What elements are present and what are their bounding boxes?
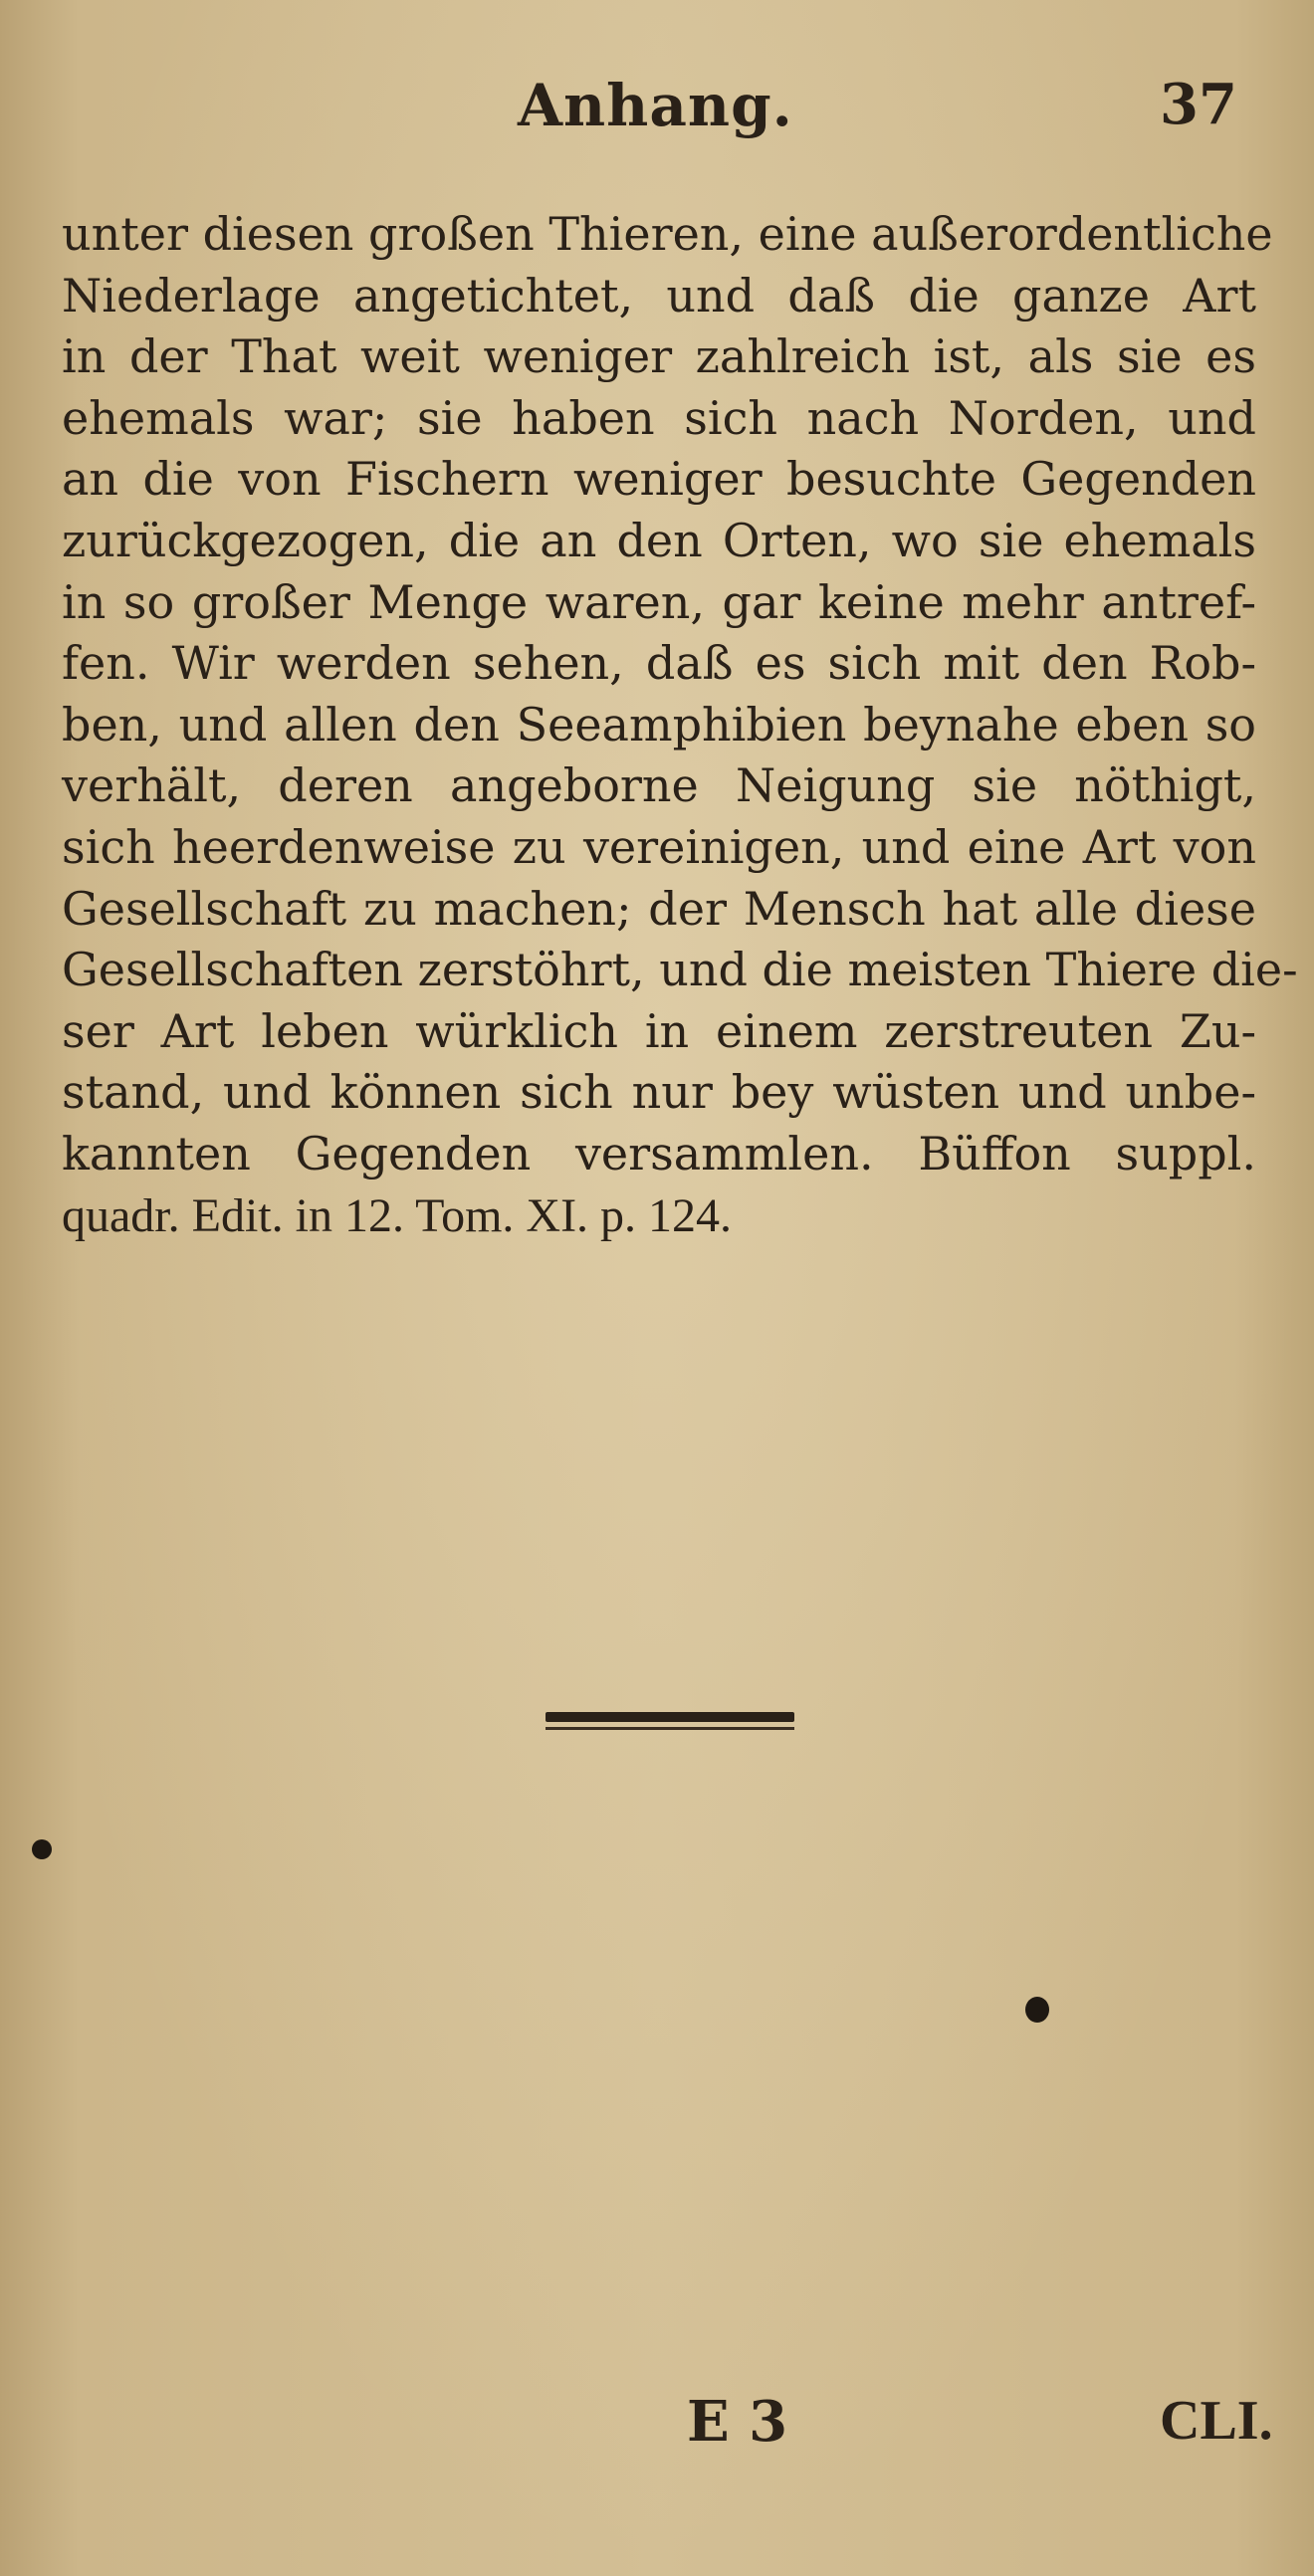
ink-spot — [1025, 1997, 1049, 2023]
text-line: verhält, deren angeborne Neigung sie nöthigt, — [62, 758, 1256, 813]
signature-mark: E 3 — [687, 2389, 788, 2455]
text-line: ehemals war; sie haben sich nach Norden, und — [62, 390, 1256, 445]
text-line: ben, und allen den Seeamphibien beynahe eben so — [62, 697, 1256, 751]
running-head: Anhang. — [518, 72, 793, 139]
ornamental-rule — [546, 1712, 794, 1734]
text-line: stand, und können sich nur bey wüsten und unbe- — [62, 1065, 1256, 1120]
text-line: in so großer Menge waren, gar keine mehr antref- — [62, 574, 1256, 629]
citation-line: quadr. Edit. in 12. Tom. XI. p. 124. — [62, 1188, 733, 1242]
text-line: unter diesen großen Thieren, eine außerordentliche — [62, 207, 1273, 261]
rule-thick-line — [546, 1712, 794, 1722]
text-line: Gesellschaft zu machen; der Mensch hat alle diese — [62, 881, 1256, 936]
text-line: ser Art leben würklich in einem zerstreuten Zu- — [62, 1003, 1256, 1058]
ink-spot — [32, 1839, 52, 1859]
page-number: 37 — [1160, 72, 1237, 137]
catchword: CLI. — [1160, 2390, 1273, 2452]
body-text — [62, 204, 1298, 1246]
text-line: Gesellschaften zerstöhrt, und die meisten Thiere die- — [62, 943, 1298, 997]
rule-thin-line — [546, 1727, 794, 1730]
page-header — [0, 72, 1314, 161]
text-line: kannten Gegenden versammlen. Büffon suppl. — [62, 1126, 1256, 1181]
text-line: Niederlage angetichtet, und daß die ganze Art — [62, 268, 1256, 322]
text-line: zurückgezogen, die an den Orten, wo sie ehemals — [62, 513, 1256, 567]
text-line: fen. Wir werden sehen, daß es sich mit den Rob- — [62, 636, 1256, 691]
text-line: in der That weit weniger zahlreich ist, als sie es — [62, 329, 1256, 384]
text-line: sich heerdenweise zu vereinigen, und eine Art von — [62, 819, 1256, 874]
text-line: an die von Fischern weniger besuchte Gegenden — [62, 452, 1256, 507]
